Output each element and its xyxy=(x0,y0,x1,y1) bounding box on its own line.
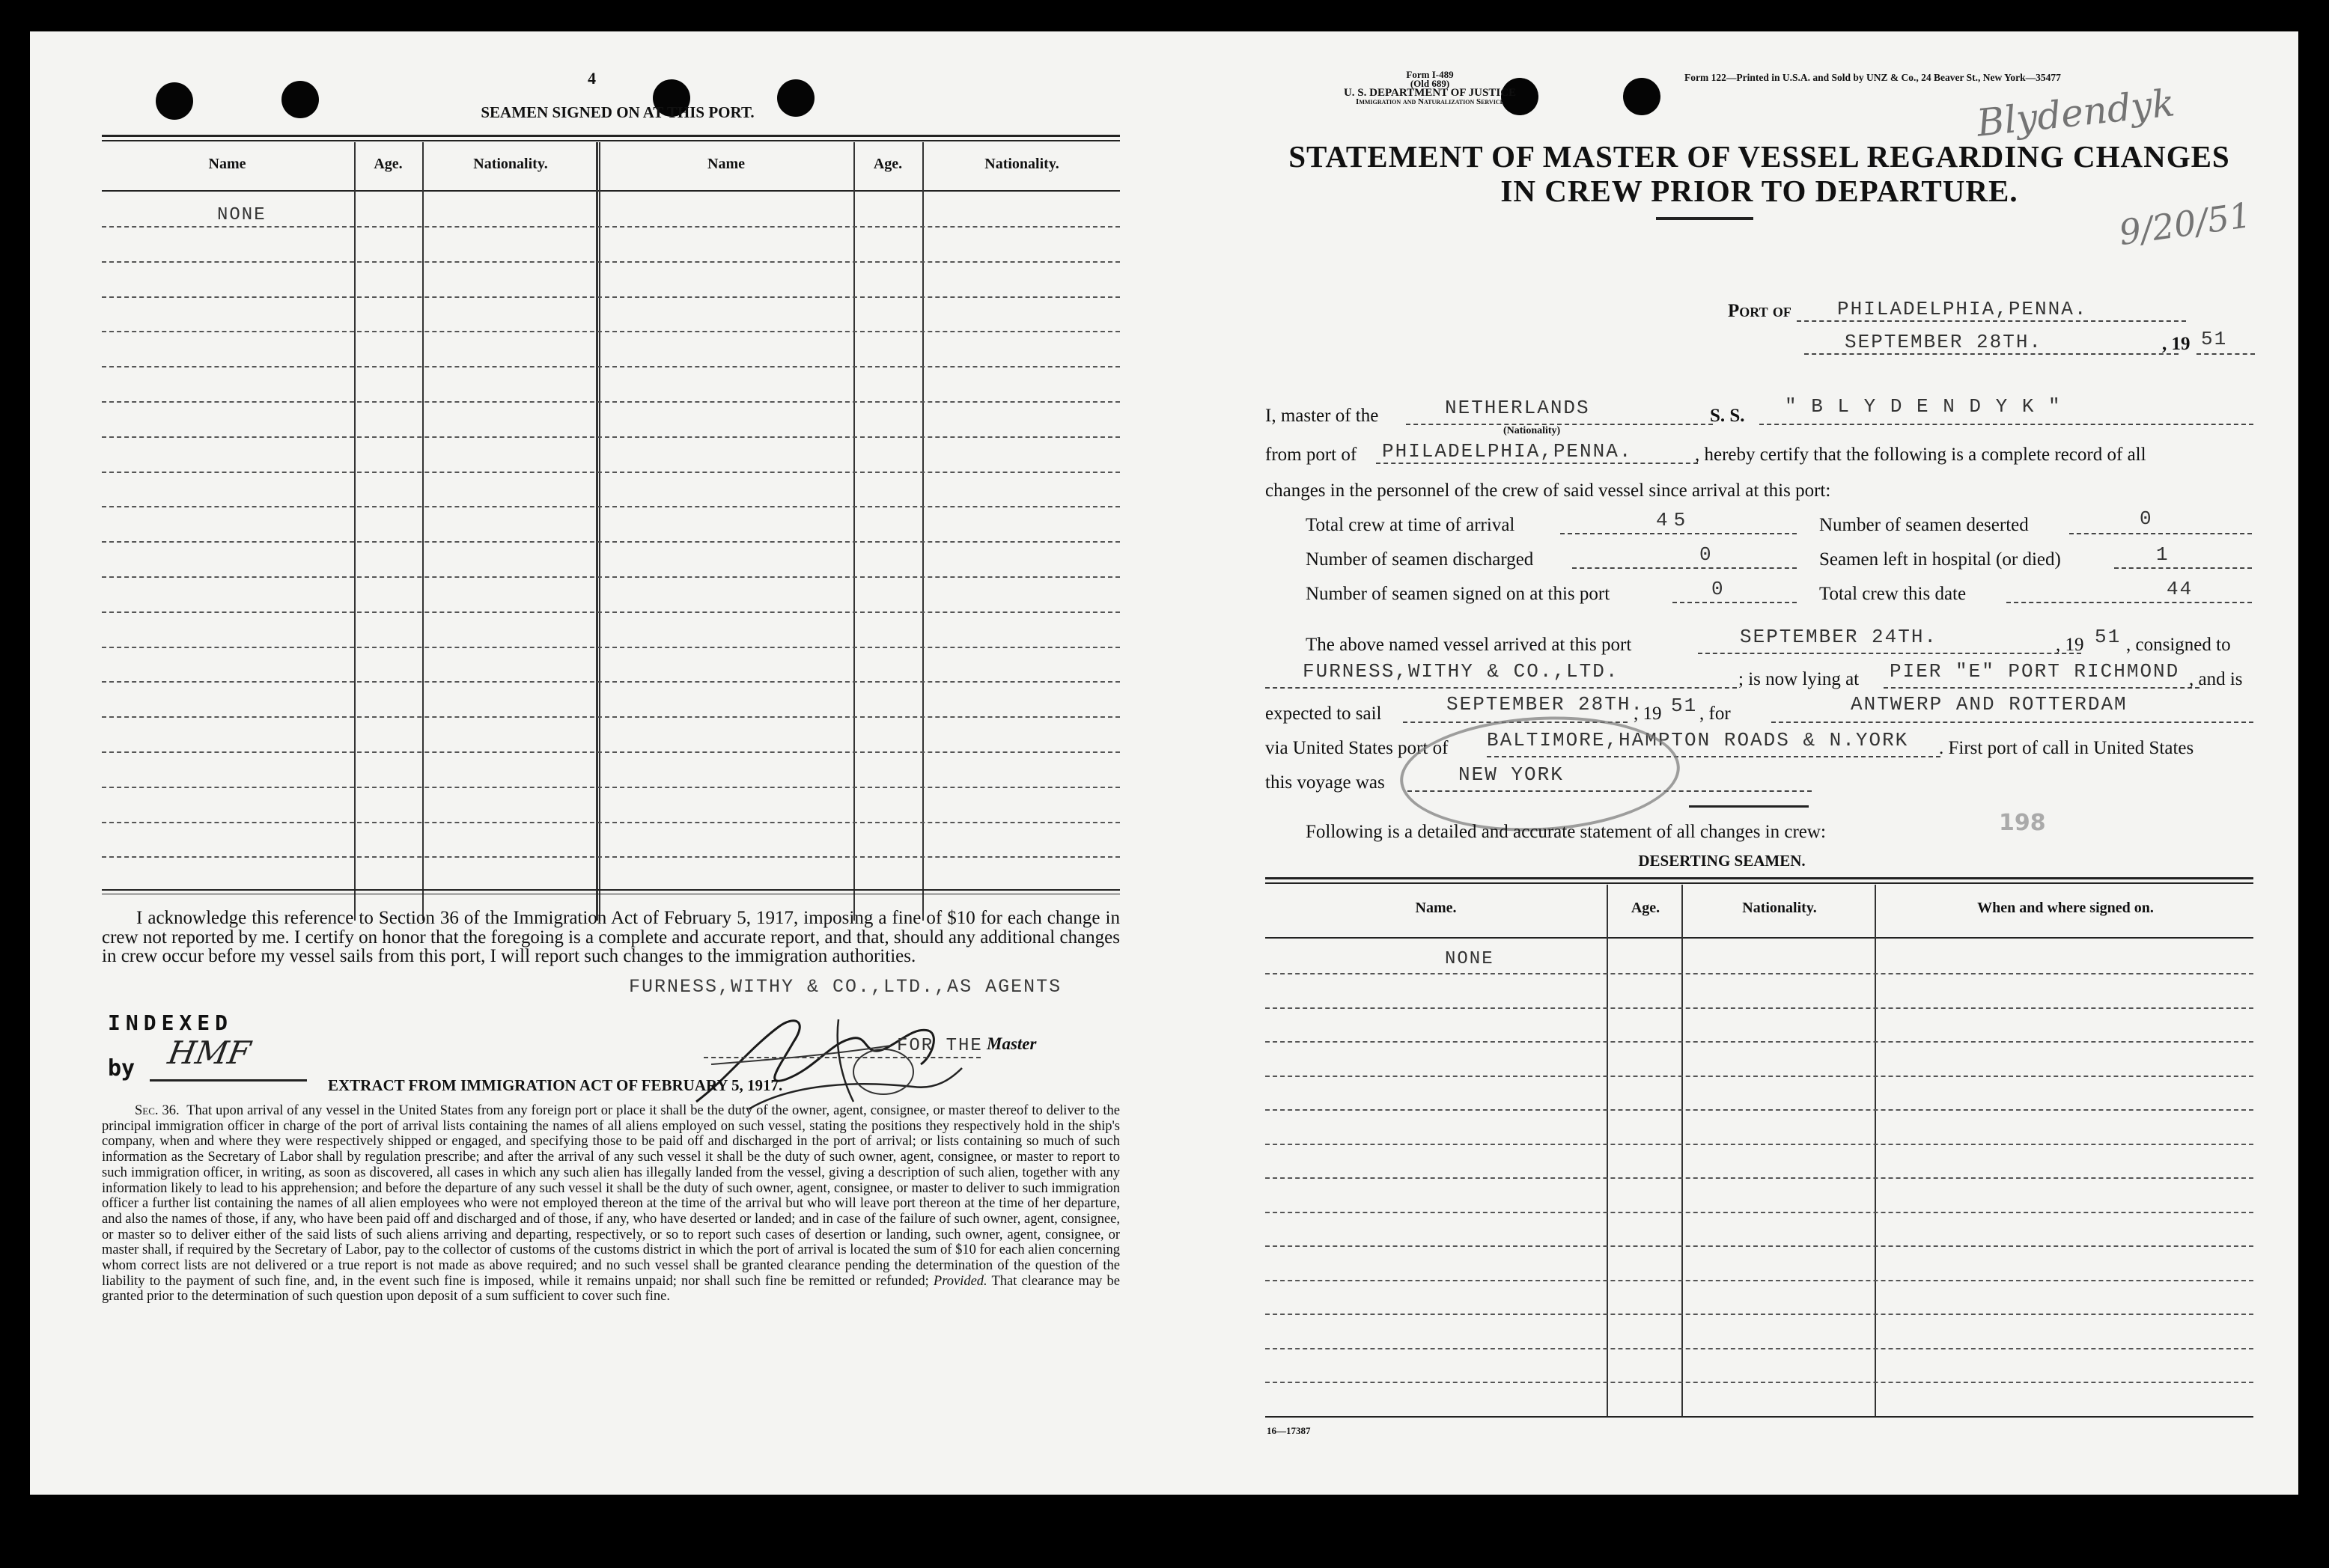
table-rule-line xyxy=(102,506,1120,507)
service: Immigration and Naturalization Service xyxy=(1356,97,1504,106)
table-rule-line xyxy=(102,226,1120,228)
hospital-label: Seamen left in hospital (or died) xyxy=(1819,549,2061,570)
via-value: BALTIMORE,HAMPTON ROADS & N.YORK xyxy=(1487,729,1909,751)
punch-hole xyxy=(281,81,319,118)
table-rule-line xyxy=(102,366,1120,367)
nationality-caption: (Nationality) xyxy=(1503,425,1561,436)
table-rule-line xyxy=(1265,1007,2253,1009)
total-crew-date-value: 44 xyxy=(2167,578,2193,600)
stamp-number: 198 xyxy=(1999,810,2046,836)
col-header-age: Age. xyxy=(873,156,903,172)
date-value: SEPTEMBER 28TH. xyxy=(1845,331,2043,353)
table-rule-line xyxy=(102,856,1120,858)
form-title xyxy=(1228,139,2291,208)
table-rule-line xyxy=(1265,1041,2253,1043)
signed-on-label: Number of seamen signed on at this port xyxy=(1306,584,1610,604)
acknowledgement-text: I acknowledge this reference to Section 36 of the Immigration Act of February 5, 1917, imposing a fine of $10 for each change in crew not reported by me. I certify on honor that the foregoing is a complete and accurate report, and that, should any additional changes in crew occur before my vessel sails from this port, I will report such changes to the immigration authorities. xyxy=(102,908,1120,966)
master-of-label: I, master of the xyxy=(1265,406,1379,426)
first-port-label: . First port of call in United States xyxy=(1939,738,2194,758)
year-prefix: , 19 xyxy=(2162,334,2191,354)
voyage-value: NEW YORK xyxy=(1458,763,1564,786)
col-header-nationality: Nationality. xyxy=(984,156,1059,172)
table-entry: NONE xyxy=(1445,949,1494,969)
from-port-label: from port of xyxy=(1265,445,1357,465)
col-header-name: Name. xyxy=(1415,900,1457,916)
table-rule-line xyxy=(102,611,1120,613)
hospital-value: 1 xyxy=(2156,543,2170,566)
signed-on-value: 0 xyxy=(1711,578,1725,600)
handwritten-vessel: Blydendyk xyxy=(1974,81,2177,145)
punch-hole xyxy=(156,82,193,120)
circled-annotation xyxy=(1397,710,1682,838)
discharged-value: 0 xyxy=(1699,543,1713,566)
table-rule-line xyxy=(1265,1245,2253,1247)
table-rule-line xyxy=(1265,1382,2253,1383)
and-is-label: , and is xyxy=(2189,669,2243,689)
col-header-nationality: Nationality. xyxy=(473,156,548,172)
deserted-value: 0 xyxy=(2140,507,2153,530)
table-rule-line xyxy=(102,331,1120,332)
section-title: SEAMEN SIGNED ON AT THIS PORT. xyxy=(481,103,755,121)
sec-36-tail: That clearance may be granted prior to the determination of such question upon deposit of a sum sufficient to cover such fine. xyxy=(102,1273,1120,1305)
expected-value: SEPTEMBER 28TH. xyxy=(1446,693,1645,716)
table-rule-line xyxy=(102,751,1120,753)
port-of-value: PHILADELPHIA,PENNA. xyxy=(1837,298,2088,320)
table-rule-line xyxy=(1265,1177,2253,1179)
title-line-2: IN CREW PRIOR TO DEPARTURE. xyxy=(1500,174,2018,208)
col-header-name: Name xyxy=(707,156,745,172)
expected-label: expected to sail xyxy=(1265,704,1382,724)
table-rule-line xyxy=(1265,1144,2253,1145)
table-rule-line xyxy=(1265,1212,2253,1213)
col-header-age: Age. xyxy=(374,156,403,172)
table-rule-line xyxy=(102,576,1120,578)
table-rule-line xyxy=(102,681,1120,683)
discharged-label: Number of seamen discharged xyxy=(1306,549,1534,570)
via-label: via United States port of xyxy=(1265,738,1449,758)
table-rule-line xyxy=(102,787,1120,788)
table-rule-line xyxy=(102,647,1120,648)
master-label: Master xyxy=(987,1034,1037,1053)
provided-label: Provided. xyxy=(933,1273,987,1289)
deserting-title: DESERTING SEAMEN. xyxy=(1638,852,1806,870)
col-header-nationality: Nationality. xyxy=(1742,900,1817,916)
printer-line: Form 122—Printed in U.S.A. and Sold by UNZ & Co., 24 Beaver St., New York—35477 xyxy=(1684,72,2061,83)
form-number: Form I-489 xyxy=(1406,69,1454,80)
sec-label: Sec. 36. xyxy=(135,1103,180,1118)
lying-value: PIER "E" PORT RICHMOND xyxy=(1890,660,2180,683)
document-page xyxy=(30,31,2298,1495)
total-crew-arrival-label: Total crew at time of arrival xyxy=(1306,515,1515,535)
faint-stamp xyxy=(838,607,839,608)
lying-label: ; is now lying at xyxy=(1738,669,1860,689)
table-rule-line xyxy=(1265,1076,2253,1077)
col-header-signed-on: When and where signed on. xyxy=(1977,900,2154,916)
col-header-name: Name xyxy=(208,156,246,172)
form-id-block xyxy=(1333,70,1527,106)
table-rule-line xyxy=(102,401,1120,403)
table-rule-line xyxy=(102,541,1120,543)
table-rule-line xyxy=(102,716,1120,718)
table-rule-line xyxy=(1265,1348,2253,1349)
table-entry: NONE xyxy=(217,205,267,225)
nationality-value: NETHERLANDS xyxy=(1445,397,1590,419)
table-rule-line xyxy=(102,472,1120,473)
agent-stamp: FURNESS,WITHY & CO.,LTD.,AS AGENTS xyxy=(629,976,1062,998)
indexed-stamp: INDEXED xyxy=(108,1010,234,1035)
table-rule-line xyxy=(102,296,1120,298)
table-rule-line xyxy=(1265,1109,2253,1111)
page-number: 4 xyxy=(588,69,596,88)
expected-year-prefix: , 19 xyxy=(1634,704,1662,724)
punch-hole xyxy=(1623,78,1660,115)
certify-text: , hereby certify that the following is a complete record of all xyxy=(1695,445,2146,465)
table-rule-line xyxy=(102,261,1120,263)
total-crew-arrival-value: 45 xyxy=(1656,509,1692,531)
indexed-by-label: by xyxy=(108,1055,136,1082)
for-label: , for xyxy=(1699,704,1731,724)
voyage-label: this voyage was xyxy=(1265,772,1385,793)
arrived-year-prefix: , 19 xyxy=(2056,635,2084,655)
ss-label: S. S. xyxy=(1710,406,1745,426)
footer-code: 16—17387 xyxy=(1267,1425,1311,1436)
table-rule-line xyxy=(1265,1314,2253,1315)
indexed-initials: HMF xyxy=(165,1034,254,1071)
table-rule-line xyxy=(102,436,1120,438)
sec-36-body: That upon arrival of any vessel in the United States from any foreign port or place it shall be the duty of the owner, agent, consignee, or master thereof to deliver to the principal immigration officer in charge of the port of arrival lists containing the names of all aliens employed on such vessel, stating the positions they respectively hold in the ship's company, when and where they were respectively shipped or engaged, and specifying those to be paid off and discharged in the port of arrival; or lists containing so much of such information as the Secretary of Labor shall by regulation prescribe; and after the arrival of any such vessel it shall be the duty of such owner, agent, consignee, or master to report to such immigration officer, in writing, as soon as discovered, all cases in which any such alien has illegally landed from the vessel, giving a description of such alien, together with any information likely to lead to his apprehension; and before the departure of any such vessel it shall be the duty of such owner, agent, consignee, or master to deliver to such immigration officer a further list containing the names of all alien employees who were not employed thereon at the time of the arrival but who will leave port thereon at the time of her departure, and also the names of those, if any, who have been paid off and discharged and of those, if any, who have deserted or landed; and in case of the failure of such owner, agent, consignee, or master so to deliver either of the said lists of such aliens arriving and departing, respectively, or so to report such cases of desertion or landing, such owner, agent, consignee, or master shall, if required by the Secretary of Labor, pay to the collector of customs of the customs district in which the port of arrival is located the sum of $10 for each alien concerning whom correct lists are not delivered or a true report is not made as above required; and no such vessel shall be granted clearance pending the determination of the question of the liability to the payment of such fine, and, in the event such fine is imposed, while it remains unpaid; nor shall such fine be remitted or refunded; xyxy=(102,1103,1120,1289)
following-text: Following is a detailed and accurate statement of all changes in crew: xyxy=(1306,822,1826,842)
year-value: 51 xyxy=(2201,328,2228,350)
for-value: ANTWERP AND ROTTERDAM xyxy=(1851,693,2128,716)
total-crew-date-label: Total crew this date xyxy=(1819,584,1967,604)
title-line-1: STATEMENT OF MASTER OF VESSEL REGARDING CHANGES xyxy=(1288,139,2230,174)
section-36-text xyxy=(102,1103,1120,1305)
from-port-value: PHILADELPHIA,PENNA. xyxy=(1382,440,1633,463)
extract-title: EXTRACT FROM IMMIGRATION ACT OF FEBRUARY 5, 1917. xyxy=(328,1076,783,1094)
vessel-value: " B L Y D E N D Y K " xyxy=(1785,395,2062,418)
consignee-value: FURNESS,WITHY & CO.,LTD. xyxy=(1303,660,1619,683)
port-of-label: Port of xyxy=(1728,301,1791,321)
consigned-label: , consigned to xyxy=(2126,635,2231,655)
for-the-label: FOR THE xyxy=(897,1036,983,1056)
arrived-label: The above named vessel arrived at this port xyxy=(1306,635,1632,655)
deserted-label: Number of seamen deserted xyxy=(1819,515,2029,535)
table-rule-line xyxy=(102,822,1120,823)
col-header-age: Age. xyxy=(1631,900,1660,916)
form-old: (Old 689) xyxy=(1410,78,1450,89)
table-rule-line xyxy=(1265,973,2253,974)
table-rule-line xyxy=(1265,1280,2253,1281)
arrived-year-value: 51 xyxy=(2095,626,2122,648)
department: U. S. DEPARTMENT OF JUSTICE xyxy=(1343,87,1517,99)
arrived-value: SEPTEMBER 24TH. xyxy=(1740,626,1938,648)
handwritten-date: 9/20/51 xyxy=(2116,194,2254,254)
expected-year-value: 51 xyxy=(1671,695,1698,717)
changes-text: changes in the personnel of the crew of said vessel since arrival at this port: xyxy=(1265,481,1831,501)
